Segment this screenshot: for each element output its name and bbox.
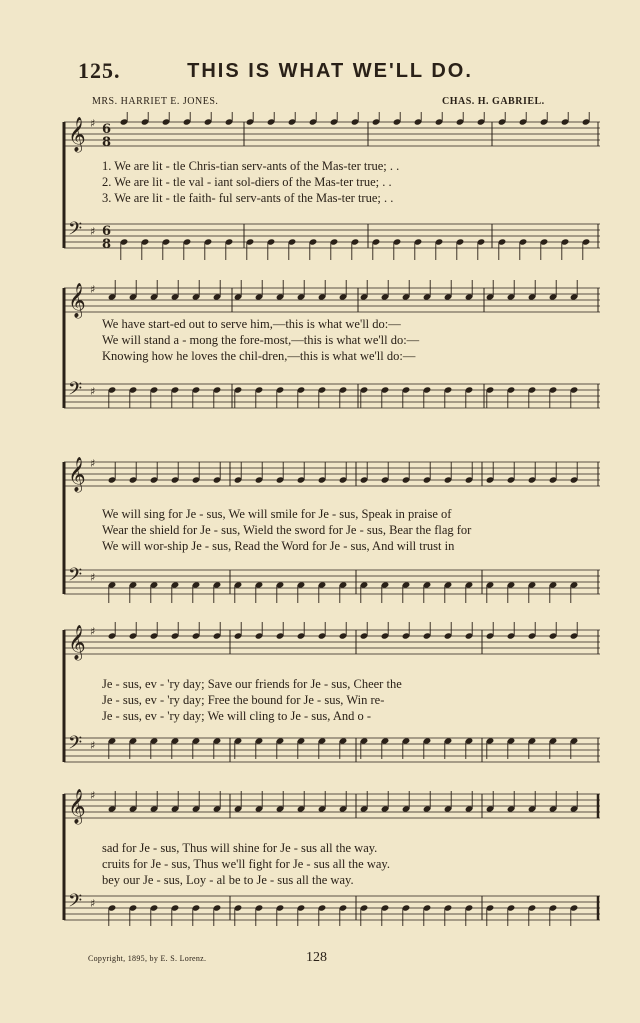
svg-text:𝄢: 𝄢 <box>68 379 83 404</box>
svg-text:8: 8 <box>102 237 112 252</box>
svg-text:♯: ♯ <box>90 225 96 238</box>
lyric-line: Je - sus, ev - 'ry day; Save our friends for Je - sus, Cheer the <box>102 677 402 691</box>
svg-text:8: 8 <box>102 135 112 150</box>
svg-text:♯: ♯ <box>90 457 96 470</box>
svg-text:♯: ♯ <box>90 385 96 398</box>
lyric-line: We have start-ed out to serve him,—this is what we'll do:— <box>102 317 401 331</box>
svg-text:6: 6 <box>102 224 112 239</box>
lyric-line: sad for Je - sus, Thus will shine for Je - sus all the way. <box>102 841 378 855</box>
lyric-line: We will wor-ship Je - sus, Read the Word for Je - sus, And will trust in <box>102 539 455 553</box>
svg-text:♯: ♯ <box>90 283 96 296</box>
music-system-2 <box>62 280 602 440</box>
svg-text:♯: ♯ <box>90 571 96 584</box>
svg-text:𝄞: 𝄞 <box>68 789 86 824</box>
lyrics-block-1 <box>102 158 602 206</box>
music-system-3 <box>62 452 602 612</box>
svg-text:𝄢: 𝄢 <box>68 891 83 916</box>
lyrics-block-2 <box>102 316 602 364</box>
svg-text:𝄞: 𝄞 <box>68 117 86 152</box>
music-system-1 <box>62 112 602 272</box>
svg-text:♯: ♯ <box>90 117 96 130</box>
svg-text:6: 6 <box>102 122 112 137</box>
page-number: 128 <box>306 950 327 965</box>
lyric-line: Knowing how he loves the chil-dren,—this is what we'll do:— <box>102 349 416 363</box>
svg-text:♯: ♯ <box>90 789 96 802</box>
lyric-line: Je - sus, ev - 'ry day; Free the bound for Je - sus, Win re- <box>102 693 385 707</box>
copyright-notice: Copyright, 1895, by E. S. Lorenz. <box>88 954 207 963</box>
music-system-5 <box>62 786 602 946</box>
svg-text:♯: ♯ <box>90 739 96 752</box>
lyric-line: 3. We are lit - tle faith- ful serv-ants of the Mas-ter true; . . <box>102 191 394 205</box>
hymn-title: THIS IS WHAT WE'LL DO. <box>187 60 473 82</box>
composer-credit: CHAS. H. GABRIEL. <box>442 96 545 107</box>
hymn-number: 125. <box>78 58 121 83</box>
lyrics-block-5 <box>102 840 602 888</box>
lyric-line: cruits for Je - sus, Thus we'll fight for Je - sus all the way. <box>102 857 390 871</box>
svg-text:♯: ♯ <box>90 625 96 638</box>
svg-text:𝄢: 𝄢 <box>68 733 83 758</box>
lyrics-block-3 <box>102 506 602 554</box>
svg-text:𝄢: 𝄢 <box>68 565 83 590</box>
lyric-line: 2. We are lit - tle val - iant sol-diers of the Mas-ter true; . . <box>102 175 392 189</box>
lyric-line: Wear the shield for Je - sus, Wield the sword for Je - sus, Bear the flag for <box>102 523 472 537</box>
lyrics-block-4 <box>102 676 602 724</box>
svg-text:♯: ♯ <box>90 897 96 910</box>
music-system-4 <box>62 622 602 782</box>
lyric-line: We will stand a - mong the fore-most,—this is what we'll do:— <box>102 333 420 347</box>
svg-text:𝄞: 𝄞 <box>68 457 86 492</box>
lyric-line: bey our Je - sus, Loy - al be to Je - sus all the way. <box>102 873 354 887</box>
svg-text:𝄞: 𝄞 <box>68 283 86 318</box>
svg-text:𝄢: 𝄢 <box>68 219 83 244</box>
lyric-line: Je - sus, ev - 'ry day; We will cling to Je - sus, And o - <box>102 709 372 723</box>
svg-text:𝄞: 𝄞 <box>68 625 86 660</box>
lyric-line: 1. We are lit - tle Chris-tian serv-ants of the Mas-ter true; . . <box>102 159 400 173</box>
lyric-line: We will sing for Je - sus, We will smile for Je - sus, Speak in praise of <box>102 507 452 521</box>
lyricist-credit: MRS. HARRIET E. JONES. <box>92 96 219 107</box>
